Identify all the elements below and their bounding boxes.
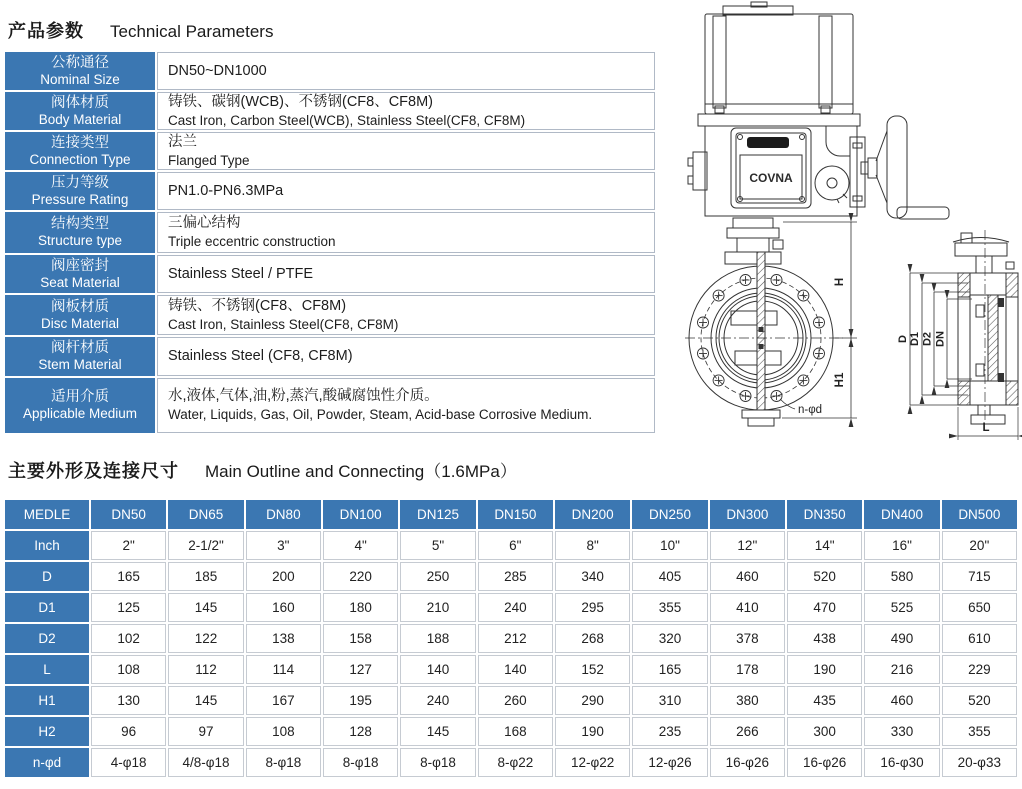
dimension-value-cell: 4/8-φ18 bbox=[168, 748, 243, 777]
param-label-en: Disc Material bbox=[40, 315, 119, 331]
param-value-line1: PN1.0-PN6.3MPa bbox=[168, 182, 284, 199]
dimension-value-cell: 355 bbox=[942, 717, 1017, 746]
handwheel bbox=[850, 116, 949, 219]
dimension-value-cell: 8" bbox=[555, 531, 630, 560]
dimension-value-cell: 435 bbox=[787, 686, 862, 715]
dimension-value-cell: 2-1/2" bbox=[168, 531, 243, 560]
dimension-value-cell: 122 bbox=[168, 624, 243, 653]
column-header: DN150 bbox=[478, 500, 553, 529]
dimension-value-cell: 140 bbox=[400, 655, 475, 684]
dimension-value-cell: 295 bbox=[555, 593, 630, 622]
param-value bbox=[157, 295, 655, 335]
dimension-value-cell: 185 bbox=[168, 562, 243, 591]
dimension-value-cell: 112 bbox=[168, 655, 243, 684]
dimension-value-cell: 16" bbox=[864, 531, 939, 560]
param-label-en: Connection Type bbox=[29, 151, 131, 167]
dimension-value-cell: 438 bbox=[787, 624, 862, 653]
dimension-value-cell: 405 bbox=[632, 562, 707, 591]
dimension-value-cell: 5" bbox=[400, 531, 475, 560]
param-value-line1: Stainless Steel (CF8, CF8M) bbox=[168, 348, 353, 365]
dimension-value-cell: 16-φ26 bbox=[710, 748, 785, 777]
row-header: D2 bbox=[5, 624, 89, 653]
param-value-line1: DN50~DN1000 bbox=[168, 62, 267, 79]
dimension-value-cell: 180 bbox=[323, 593, 398, 622]
param-label bbox=[5, 255, 155, 293]
dimension-value-cell: 268 bbox=[555, 624, 630, 653]
param-label-en: Seat Material bbox=[40, 274, 120, 290]
dimension-value-cell: 96 bbox=[91, 717, 166, 746]
dimension-value-cell: 525 bbox=[864, 593, 939, 622]
param-label bbox=[5, 172, 155, 210]
dimension-value-cell: 410 bbox=[710, 593, 785, 622]
dimension-value-cell: 102 bbox=[91, 624, 166, 653]
param-value-line2: Water, Liquids, Gas, Oil, Powder, Steam, Acid-base Corrosive Medium. bbox=[168, 407, 593, 423]
param-label-en: Nominal Size bbox=[40, 71, 120, 87]
column-header: DN50 bbox=[91, 500, 166, 529]
param-label-en: Structure type bbox=[37, 233, 123, 249]
section-title-outline bbox=[8, 457, 517, 483]
dimension-value-cell: 108 bbox=[91, 655, 166, 684]
dimension-value-cell: 14" bbox=[787, 531, 862, 560]
parameters-title-zh: 产品参数 bbox=[8, 21, 84, 41]
dimension-label-h: H bbox=[834, 277, 846, 287]
dimension-value-cell: 235 bbox=[632, 717, 707, 746]
dimension-value-cell: 266 bbox=[710, 717, 785, 746]
dimension-value-cell: 167 bbox=[246, 686, 321, 715]
dimension-value-cell: 240 bbox=[478, 593, 553, 622]
outline-title-en: Main Outline and Connecting（1.6MPa） bbox=[205, 462, 517, 481]
param-label-zh: 压力等级 bbox=[51, 174, 109, 191]
param-label bbox=[5, 337, 155, 376]
row-header: Inch bbox=[5, 531, 89, 560]
dimension-value-cell: 220 bbox=[323, 562, 398, 591]
dimension-value-cell: 460 bbox=[710, 562, 785, 591]
dimension-value-cell: 260 bbox=[478, 686, 553, 715]
param-label-zh: 阀座密封 bbox=[51, 257, 109, 274]
dimension-value-cell: 290 bbox=[555, 686, 630, 715]
column-header: DN80 bbox=[246, 500, 321, 529]
dimension-value-cell: 10" bbox=[632, 531, 707, 560]
dimension-value-cell: 715 bbox=[942, 562, 1017, 591]
param-label bbox=[5, 92, 155, 130]
row-header: H1 bbox=[5, 686, 89, 715]
dimension-value-cell: 12" bbox=[710, 531, 785, 560]
dimension-value-cell: 610 bbox=[942, 624, 1017, 653]
param-value-line2: Cast Iron, Carbon Steel(WCB), Stainless Steel(CF8, CF8M) bbox=[168, 112, 526, 128]
param-label bbox=[5, 295, 155, 335]
actuator-front-view bbox=[688, 2, 860, 216]
dimension-value-cell: 12-φ26 bbox=[632, 748, 707, 777]
dimension-value-cell: 190 bbox=[787, 655, 862, 684]
dimension-value-cell: 6" bbox=[478, 531, 553, 560]
param-value bbox=[157, 255, 655, 293]
dimension-value-cell: 152 bbox=[555, 655, 630, 684]
row-header: L bbox=[5, 655, 89, 684]
param-value-line1: 三偏心结构 bbox=[168, 215, 241, 232]
param-value bbox=[157, 212, 655, 253]
dimension-value-cell: 229 bbox=[942, 655, 1017, 684]
column-header: DN350 bbox=[787, 500, 862, 529]
column-header: DN400 bbox=[864, 500, 939, 529]
param-label bbox=[5, 132, 155, 170]
table-corner-header: MEDLE bbox=[5, 500, 89, 529]
dimension-label-dn: DN bbox=[934, 331, 947, 347]
param-label-en: Pressure Rating bbox=[31, 191, 129, 207]
dimension-label-d2: D2 bbox=[921, 331, 934, 347]
certification-badge bbox=[747, 137, 789, 148]
dimension-value-cell: 3" bbox=[246, 531, 321, 560]
dimension-value-cell: 250 bbox=[400, 562, 475, 591]
param-value-line2: Flanged Type bbox=[168, 152, 250, 168]
dimension-value-cell: 145 bbox=[168, 686, 243, 715]
row-header: D1 bbox=[5, 593, 89, 622]
dimension-value-cell: 4" bbox=[323, 531, 398, 560]
valve-technical-drawing bbox=[685, 0, 1022, 445]
dimension-value-cell: 20" bbox=[942, 531, 1017, 560]
dimension-value-cell: 130 bbox=[91, 686, 166, 715]
dimension-label-l: L bbox=[982, 422, 990, 434]
dimension-value-cell: 460 bbox=[864, 686, 939, 715]
section-title-parameters bbox=[8, 17, 273, 43]
dimensions-table bbox=[5, 500, 1017, 777]
param-label-zh: 阀板材质 bbox=[51, 298, 109, 315]
dimension-value-cell: 470 bbox=[787, 593, 862, 622]
param-label-zh: 阀杆材质 bbox=[51, 340, 109, 356]
dimension-value-cell: 178 bbox=[710, 655, 785, 684]
dimension-value-cell: 190 bbox=[555, 717, 630, 746]
parameters-table bbox=[5, 52, 655, 433]
param-value bbox=[157, 337, 655, 376]
dimension-value-cell: 145 bbox=[168, 593, 243, 622]
param-value-line1: 法兰 bbox=[168, 133, 197, 150]
dimension-value-cell: 212 bbox=[478, 624, 553, 653]
dimension-value-cell: 127 bbox=[323, 655, 398, 684]
dimension-value-cell: 650 bbox=[942, 593, 1017, 622]
param-value-line1: Stainless Steel / PTFE bbox=[168, 265, 314, 282]
param-value bbox=[157, 92, 655, 130]
dimension-value-cell: 4-φ18 bbox=[91, 748, 166, 777]
dimension-value-cell: 97 bbox=[168, 717, 243, 746]
dimension-value-cell: 355 bbox=[632, 593, 707, 622]
dimension-value-cell: 145 bbox=[400, 717, 475, 746]
dimension-value-cell: 580 bbox=[864, 562, 939, 591]
column-header: DN100 bbox=[323, 500, 398, 529]
row-header: H2 bbox=[5, 717, 89, 746]
dimension-value-cell: 210 bbox=[400, 593, 475, 622]
parameters-title-en: Technical Parameters bbox=[110, 22, 274, 41]
dimension-value-cell: 128 bbox=[323, 717, 398, 746]
dimension-value-cell: 12-φ22 bbox=[555, 748, 630, 777]
column-header: DN250 bbox=[632, 500, 707, 529]
dimension-value-cell: 160 bbox=[246, 593, 321, 622]
param-label bbox=[5, 52, 155, 90]
dimension-value-cell: 320 bbox=[632, 624, 707, 653]
dimension-value-cell: 330 bbox=[864, 717, 939, 746]
param-value-line1: 水,液体,气体,油,粉,蒸汽,酸碱腐蚀性介质。 bbox=[168, 388, 439, 405]
dimension-value-cell: 300 bbox=[787, 717, 862, 746]
dimension-value-cell: 380 bbox=[710, 686, 785, 715]
outline-title-zh: 主要外形及连接尺寸 bbox=[8, 461, 179, 481]
param-label-zh: 公称通径 bbox=[51, 54, 109, 71]
dimension-value-cell: 378 bbox=[710, 624, 785, 653]
dimension-value-cell: 125 bbox=[91, 593, 166, 622]
dimension-value-cell: 8-φ22 bbox=[478, 748, 553, 777]
param-label bbox=[5, 212, 155, 253]
bolt-spec-label: n-φd bbox=[798, 404, 823, 416]
param-value bbox=[157, 132, 655, 170]
row-header: D bbox=[5, 562, 89, 591]
column-header: DN125 bbox=[400, 500, 475, 529]
dimension-value-cell: 240 bbox=[400, 686, 475, 715]
valve-front-view bbox=[685, 218, 843, 426]
param-value bbox=[157, 172, 655, 210]
param-label-en: Body Material bbox=[38, 111, 122, 127]
param-label-en: Applicable Medium bbox=[22, 406, 138, 422]
dimension-value-cell: 2" bbox=[91, 531, 166, 560]
param-label-en: Stem Material bbox=[38, 357, 122, 373]
dimension-label-h1: H1 bbox=[834, 372, 846, 388]
param-value-line1: 铸铁、不锈钢(CF8、CF8M) bbox=[168, 297, 347, 314]
dimension-value-cell: 16-φ26 bbox=[787, 748, 862, 777]
dimension-value-cell: 165 bbox=[91, 562, 166, 591]
dimension-value-cell: 138 bbox=[246, 624, 321, 653]
dimension-value-cell: 200 bbox=[246, 562, 321, 591]
dimension-value-cell: 158 bbox=[323, 624, 398, 653]
row-header: n-φd bbox=[5, 748, 89, 777]
dimension-value-cell: 168 bbox=[478, 717, 553, 746]
dimension-value-cell: 520 bbox=[942, 686, 1017, 715]
param-label-zh: 阀体材质 bbox=[51, 94, 109, 111]
dimension-value-cell: 216 bbox=[864, 655, 939, 684]
column-header: DN200 bbox=[555, 500, 630, 529]
bolt-spec-leader bbox=[780, 399, 822, 416]
dimension-label-d1: D1 bbox=[909, 331, 921, 347]
dimension-value-cell: 114 bbox=[246, 655, 321, 684]
dimension-value-cell: 340 bbox=[555, 562, 630, 591]
brand-label: COVNA bbox=[749, 171, 793, 185]
param-value bbox=[157, 52, 655, 90]
dimension-value-cell: 188 bbox=[400, 624, 475, 653]
dimension-value-cell: 108 bbox=[246, 717, 321, 746]
dimension-value-cell: 8-φ18 bbox=[323, 748, 398, 777]
dimension-value-cell: 310 bbox=[632, 686, 707, 715]
param-label bbox=[5, 378, 155, 433]
dimension-value-cell: 16-φ30 bbox=[864, 748, 939, 777]
param-value-line2: Triple eccentric construction bbox=[168, 234, 336, 250]
param-label-zh: 适用介质 bbox=[51, 389, 109, 405]
param-value-line1: 铸铁、碳钢(WCB)、不锈钢(CF8、CF8M) bbox=[168, 93, 434, 110]
dimension-value-cell: 490 bbox=[864, 624, 939, 653]
dimension-value-cell: 20-φ33 bbox=[942, 748, 1017, 777]
column-header: DN500 bbox=[942, 500, 1017, 529]
dimension-value-cell: 140 bbox=[478, 655, 553, 684]
dimension-value-cell: 195 bbox=[323, 686, 398, 715]
column-header: DN300 bbox=[710, 500, 785, 529]
param-value bbox=[157, 378, 655, 433]
dimension-value-cell: 520 bbox=[787, 562, 862, 591]
dimension-value-cell: 8-φ18 bbox=[246, 748, 321, 777]
param-label-zh: 连接类型 bbox=[51, 134, 109, 151]
param-label-zh: 结构类型 bbox=[51, 216, 109, 232]
column-header: DN65 bbox=[168, 500, 243, 529]
dimension-label-d: D bbox=[897, 335, 909, 343]
dimension-value-cell: 8-φ18 bbox=[400, 748, 475, 777]
dimension-l bbox=[958, 407, 1018, 440]
dimension-value-cell: 165 bbox=[632, 655, 707, 684]
dimension-value-cell: 285 bbox=[478, 562, 553, 591]
param-value-line2: Cast Iron, Stainless Steel(CF8, CF8M) bbox=[168, 316, 399, 332]
